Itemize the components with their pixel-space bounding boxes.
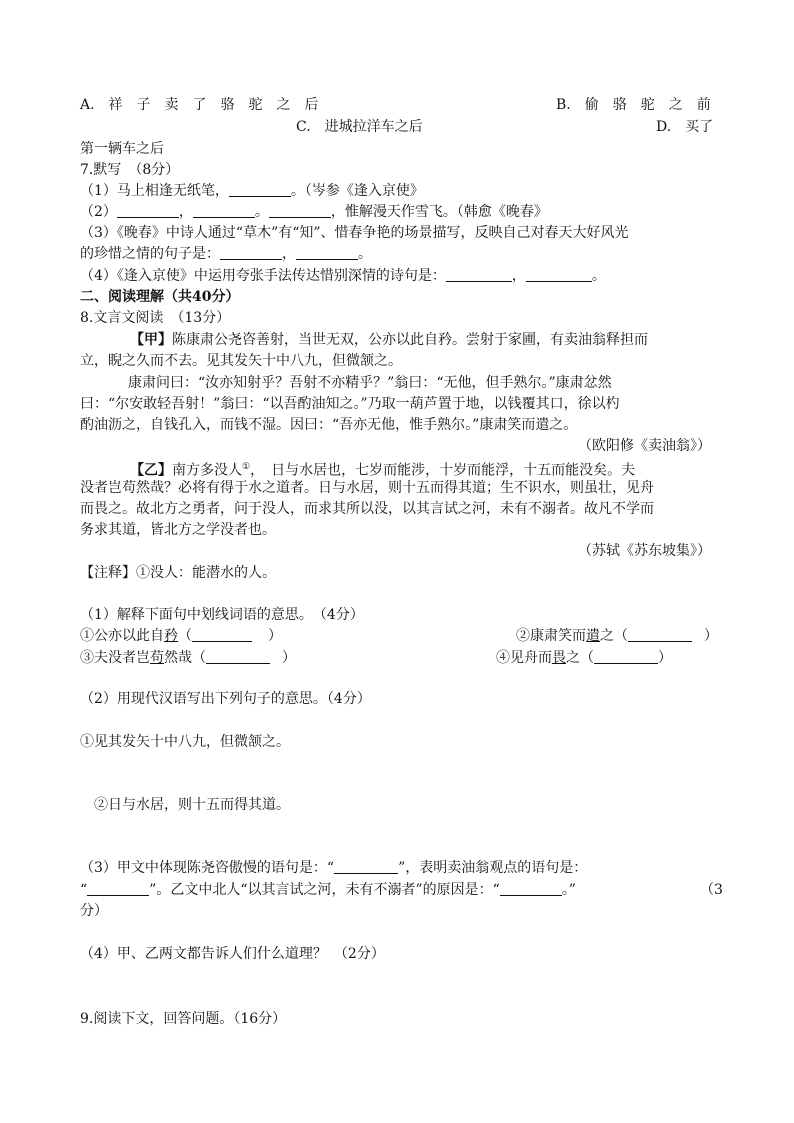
item-bracket: ）: [268, 628, 282, 644]
q8-sub1-item-4: [496, 648, 672, 668]
item-text: ②康肃笑而: [516, 628, 586, 644]
option-c: C. 进城拉洋车之后: [296, 119, 423, 135]
q8-sub2-item-1: ①见其发矢十中八九，但微颔之。: [80, 734, 290, 750]
answer-blank[interactable]: [446, 267, 512, 282]
answer-blank[interactable]: [296, 245, 358, 260]
footnote-marker: ①: [242, 462, 251, 472]
option-d-continued: 第一辆车之后: [80, 141, 164, 157]
passage-jia-line-4: 曰：“尔安敢轻吾射！”翁曰：“以吾酌油知之。”乃取一葫芦置于地，以钱覆其口，徐以杓: [80, 396, 620, 412]
item-bracket: 之（: [600, 628, 628, 644]
q7-line-1: [80, 181, 424, 201]
passage-yi-tag: 【乙】: [130, 462, 172, 479]
q8-sub1-item-1: [80, 626, 282, 646]
answer-blank[interactable]: [87, 881, 149, 896]
q8-sub3-text: （3）甲文中体现陈尧咨傲慢的语句是：“: [80, 860, 335, 876]
item-bracket: 然哉（: [164, 650, 206, 666]
answer-blank[interactable]: [220, 245, 282, 260]
answer-blank[interactable]: [229, 182, 291, 197]
q7-l3-period: 。: [358, 246, 372, 262]
answer-blank[interactable]: [192, 627, 252, 642]
q8-title: 8.文言文阅读 （13分）: [80, 310, 231, 326]
q7-l2-source: ，惟解漫天作雪飞。（韩愈《晚春》: [330, 204, 548, 220]
underlined-word: 矜: [164, 628, 178, 644]
q8-sub1-item-3: [80, 648, 296, 668]
passage-jia-source: （欧阳修《卖油翁》）: [578, 438, 711, 454]
item-bracket: ）: [704, 628, 718, 644]
q9-title: 9.阅读下文，回答问题。（16分）: [80, 1011, 287, 1027]
underlined-word: 遣: [586, 628, 600, 644]
item-bracket: （: [178, 628, 192, 644]
q8-sub2-item-2: ②日与水居，则十五而得其道。: [94, 797, 290, 813]
q8-sub2-title: （2）用现代汉语写出下列句子的意思。（4分）: [80, 691, 371, 707]
q8-sub3-text: ”。乙文中北人“以其言试之河，未有不溺者”的原因是：“: [149, 882, 500, 898]
passage-jia-tag: 【甲】: [130, 332, 172, 348]
passage-jia-text: 陈康肃公尧咨善射，当世无双，公亦以此自矜。尝射于家圃，有卖油翁释担而: [172, 332, 648, 348]
q8-sub3-text: 。”: [561, 882, 576, 898]
item-text: ①公亦以此自: [80, 628, 164, 644]
q7-line-3a: （3）《晚春》中诗人通过“草木”有“知”、惜春争艳的场景描写，反映自己对春天大好风光: [80, 225, 629, 241]
passage-jia-line-1: [130, 330, 648, 350]
q8-sub4-title: （4）甲、乙两文都告诉人们什么道理？ （2分）: [80, 946, 385, 962]
q8-sub1-item-2: [516, 626, 718, 646]
q7-line-3b: [80, 244, 372, 264]
q7-l4-period: 。: [591, 268, 606, 284]
section-2-title: 二、阅读理解（共40分）: [80, 289, 240, 305]
answer-blank[interactable]: [193, 203, 255, 218]
answer-blank[interactable]: [117, 203, 179, 218]
q8-sub1-title: （1）解释下面句中划线词语的意思。 （4分）: [80, 607, 364, 623]
answer-blank[interactable]: [269, 203, 331, 218]
q7-line-2: [80, 202, 548, 222]
answer-blank[interactable]: [594, 649, 658, 664]
q7-l2-num: （2）: [80, 204, 117, 220]
item-text: ④见舟而: [496, 650, 552, 666]
q8-sub3-text: “: [80, 882, 88, 898]
q8-sub3-line-3: 分）: [80, 903, 108, 919]
passage-yi-line-4: 务求其道，皆北方之学没者也。: [80, 522, 276, 538]
passage-yi-line-3: 而畏之。故北方之勇者，问于没人，而求其所以没，以其言试之河，未有不溺者。故凡不学而: [80, 501, 654, 517]
passage-jia-line-5: 酌油沥之，自钱孔入，而钱不湿。因曰：“吾亦无他，惟手熟尔。”康肃笑而遣之。: [80, 417, 578, 433]
q7-l2-comma: ，: [178, 204, 193, 220]
q8-sub3-line-2: [80, 880, 576, 900]
item-bracket: ）: [282, 650, 296, 666]
q8-sub3-text: ”，表明卖油翁观点的语句是：: [398, 860, 588, 876]
underlined-word: 畏: [552, 650, 566, 666]
passage-yi-source: （苏轼《苏东坡集》）: [578, 543, 711, 559]
q7-l3-comma: ，: [282, 246, 296, 262]
passage-jia-line-3: 康肃问曰：“汝亦知射乎？吾射不亦精乎？”翁曰：“无他，但手熟尔。”康肃忿然: [128, 375, 612, 391]
q7-title: 7.默写 （8分）: [80, 162, 180, 178]
q7-l3-text: 的珍惜之情的句子是：: [80, 246, 220, 262]
passage-yi-line-2: 没者岂苟然哉？必将有得于水之道者。日与水居，则十五而得其道；生不识水，则虽壮，见舟: [80, 480, 654, 496]
passage-yi-text: 南方多没人: [172, 462, 242, 479]
answer-blank[interactable]: [628, 627, 692, 642]
option-a: A. 祥 子 卖 了 骆 驼 之 后: [80, 97, 319, 113]
option-b: B. 偷 骆 驼 之 前: [556, 97, 711, 113]
item-text: ③夫没者岂: [80, 650, 150, 666]
answer-blank[interactable]: [206, 649, 270, 664]
answer-blank[interactable]: [526, 267, 592, 282]
option-d: D. 买了: [656, 119, 714, 135]
passage-note: 【注释】①没人：能潜水的人。: [80, 565, 276, 581]
item-bracket: ）: [658, 650, 672, 666]
q7-l1-text: （1）马上相逢无纸笔，: [80, 183, 229, 199]
q8-sub3-points: （3: [700, 882, 723, 898]
q8-sub3-line-1: [80, 858, 587, 878]
q7-l4-text: （4）《逢入京使》中运用夸张手法传达惜别深情的诗句是：: [80, 268, 446, 284]
answer-blank[interactable]: [500, 881, 562, 896]
q7-l2-period: 。: [254, 204, 269, 220]
q7-l4-comma: ，: [511, 268, 526, 284]
q7-line-4: [80, 266, 606, 286]
underlined-word: 苟: [150, 650, 164, 666]
passage-jia-line-2: 立，睨之久而不去。见其发矢十中八九，但微颔之。: [80, 353, 402, 369]
item-bracket: 之（: [566, 650, 594, 666]
q7-l1-source: 。（岑参《逢入京使》: [290, 183, 424, 199]
answer-blank[interactable]: [334, 859, 398, 874]
passage-yi-text: ， 日与水居也，七岁而能涉，十岁而能浮，十五而能没矣。夫: [250, 462, 636, 479]
